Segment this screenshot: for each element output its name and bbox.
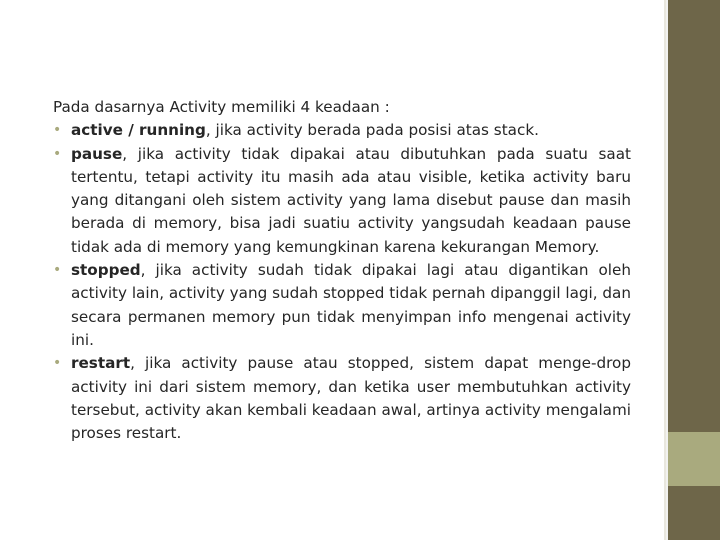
bullet-text: , jika activity sudah tidak dipakai lagi atau digantikan oleh activity lain, activity yang sudah stopped tidak pernah dipanggil lagi, dan secara permanen memory pun tidak menyimpan info mengenai activity ini.: [71, 261, 631, 349]
bullet-active: [53, 119, 631, 142]
sidebar-band-dark-bottom: [668, 486, 720, 540]
bullet-term: active / running: [71, 121, 206, 140]
bullet-dot-icon: •: [53, 145, 62, 162]
slide-body: [53, 96, 631, 445]
bullet-pause: [53, 143, 631, 259]
bullet-dot-icon: •: [53, 355, 62, 372]
sidebar-divider: [664, 0, 666, 540]
bullet-list: [53, 119, 631, 445]
decorative-sidebar: [664, 0, 720, 540]
intro-text: Pada dasarnya Activity memiliki 4 keadaan :: [53, 98, 390, 116]
bullet-dot-icon: •: [53, 262, 62, 279]
bullet-stopped: [53, 259, 631, 352]
bullet-text: , jika activity berada pada posisi atas stack.: [205, 121, 539, 140]
sidebar-band-dark-top: [668, 0, 720, 432]
sidebar-band-accent: [668, 432, 720, 486]
bullet-restart: [53, 352, 631, 445]
bullet-term: pause: [71, 144, 123, 163]
bullet-text: , jika activity pause atau stopped, sistem dapat menge-drop activity ini dari sistem memory, dan ketika user membutuhkan activity tersebut, activity akan kembali keadaan awal, artinya activity mengalami proses restart.: [71, 354, 631, 443]
bullet-term: stopped: [71, 261, 141, 280]
bullet-text: , jika activity tidak dipakai atau dibutuhkan pada suatu saat tertentu, tetapi activity itu masih ada atau visible, ketika activity baru yang ditangani oleh sistem activity yang lama disebut pause dan masih berada di memory, bisa jadi suatiu activity yangsudah keadaan pause tidak ada di memory yang kemungkinan karena kekurangan Memory.: [71, 144, 631, 256]
bullet-dot-icon: •: [53, 122, 62, 139]
bullet-term: restart: [71, 354, 131, 373]
